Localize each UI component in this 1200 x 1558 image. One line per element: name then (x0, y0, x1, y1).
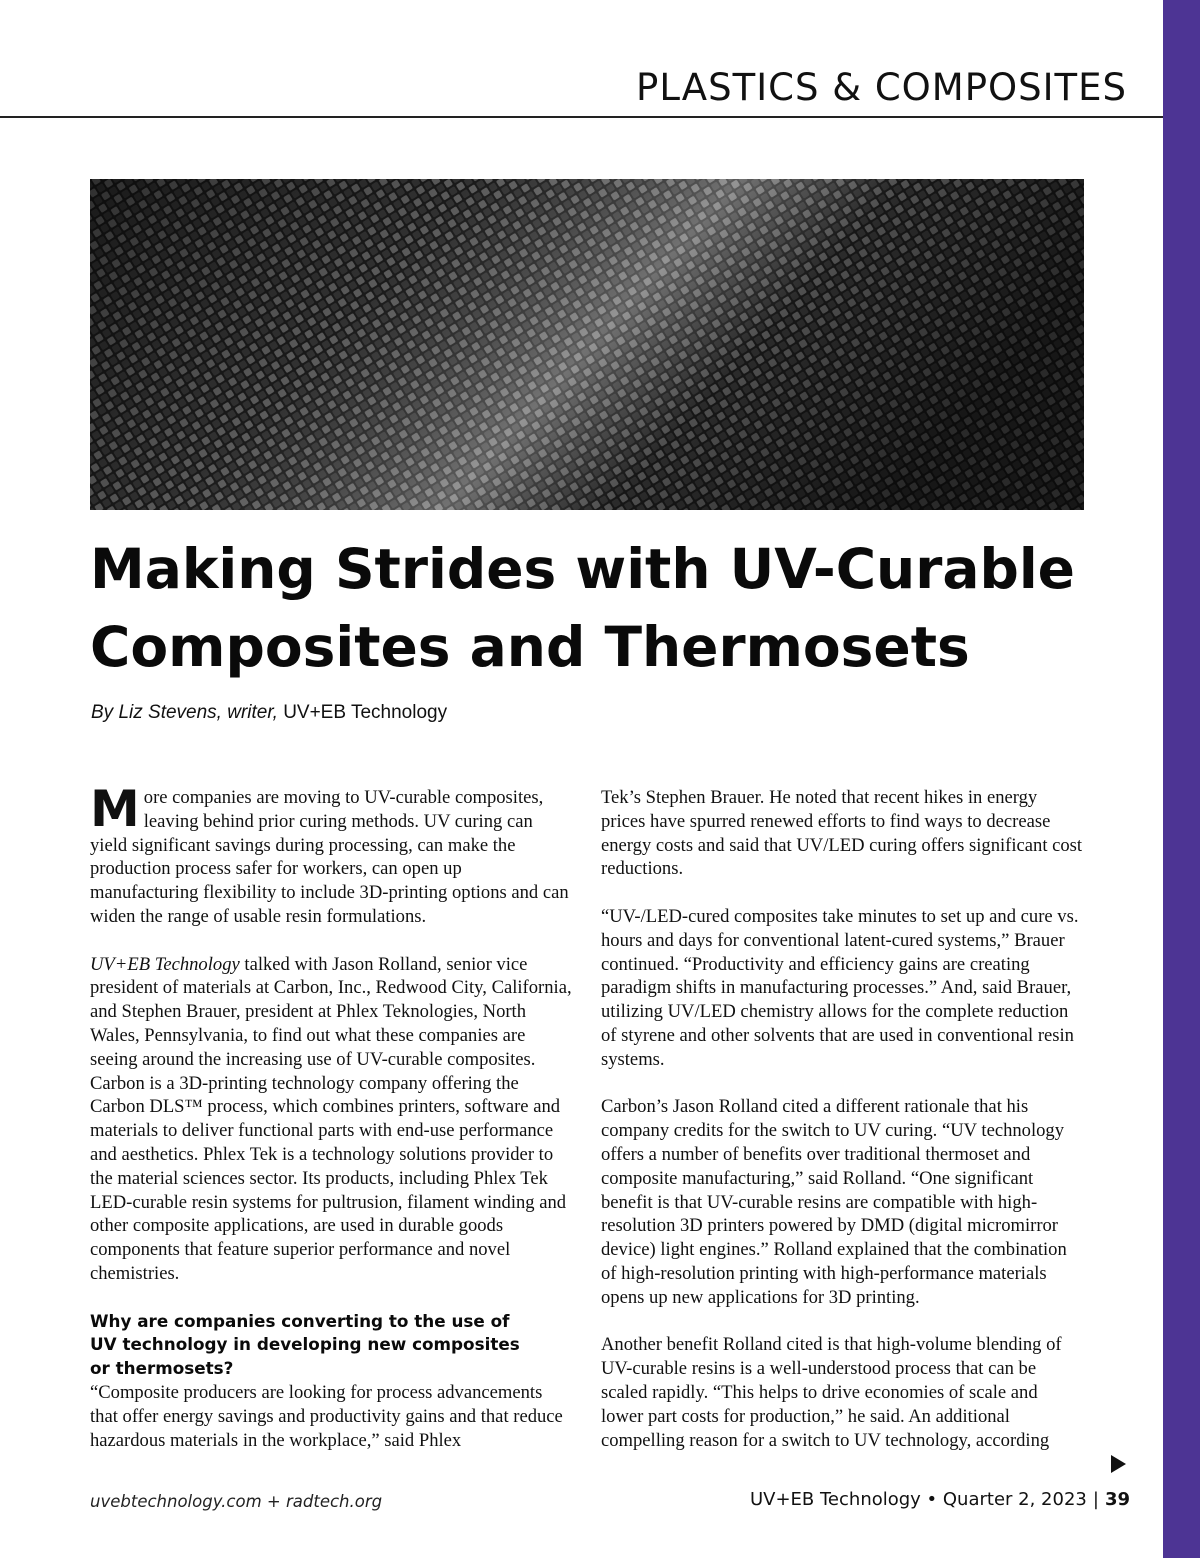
paragraph: Carbon’s Jason Rolland cited a different rationale that his company credits for the switch to UV curing. “UV technology offers a number of benefits over traditional thermoset and composite manufacturing,” said Rolland. “One significant benefit is that UV-curable resins are compatible with high-resolution 3D printers powered by DMD (digital micromirror device) light engines.” Rolland explained that the combination of high-resolution printing with high-performance materials opens up new applications for 3D printing. (601, 1096, 1067, 1308)
paragraph: “Composite producers are looking for process advancements that offer energy savings and productivity gains and that reduce hazardous materials in the workplace,” said Phlex (90, 1381, 563, 1451)
footer-websites: uvebtechnology.com + radtech.org (90, 1492, 383, 1511)
footer-separator: | (1092, 1489, 1099, 1510)
paragraph: Another benefit Rolland cited is that high-volume blending of UV-curable resins is a well-understood process that can be scaled rapidly. “This helps to drive economies of scale and lower part costs for production,” he said. An additional compelling reason for a switch to UV technology, according (601, 1334, 1062, 1451)
article-column-right (601, 786, 1083, 1452)
hero-image (90, 179, 1084, 510)
paragraph: “UV-/LED-cured composites take minutes to set up and cure vs. hours and days for conventional latent-cured systems,” Brauer continued. “Productivity and efficiency gains are creating paradigm shifts in manufacturing processes.” And, said Brauer, utilizing UV/LED chemistry allows for the complete reduction of styrene and other solvents that are used in conventional resin systems. (601, 905, 1079, 1070)
page-number: 39 (1104, 1489, 1130, 1510)
article-column-left (90, 780, 572, 1452)
subheading: Why are companies converting to the use of UV technology in developing new composites or thermosets? (90, 1310, 520, 1379)
byline-publication: UV+EB Technology (283, 702, 448, 723)
byline-author: By Liz Stevens, writer, (91, 702, 278, 723)
publication-name: UV+EB Technology (90, 953, 240, 975)
paragraph: Tek’s Stephen Brauer. He noted that recent hikes in energy prices have spurred renewed efforts to find ways to decrease energy costs and said that UV/LED curing offers significant cost reductions. (601, 787, 1083, 880)
paragraph: UV+EB Technology talked with Jason Rolland, senior vice president of materials at Carbon, Inc., Redwood City, California, and Stephen Brauer, president at Phlex Teknologies, North Wales, Pennsylvania, to find out what these companies are seeing around the increasing use of UV-curable composites. Carbon is a 3D-printing technology company offering the Carbon DLS™ process, which combines printers, software and materials to deliver functional parts with end-use performance and aesthetics. Phlex Tek is a technology solutions provider to the material sciences sector. Its products, including Phlex Tek LED-curable resin systems for pultrusion, filament winding and other composite applications, are used in durable goods components that feature superior performance and novel chemistries. (90, 953, 572, 1284)
paragraph: More companies are moving to UV-curable composites, leaving behind prior curing methods. UV curing can yield significant savings during processing, can make the production process safer for workers, can open up manufacturing flexibility to include 3D-printing options and can widen the range of usable resin formulations. (90, 780, 569, 927)
footer-publication: UV+EB Technology • Quarter 2, 2023 (749, 1489, 1087, 1510)
article-title: Making Strides with UV-Curable Composites and Thermosets (90, 537, 1075, 679)
footer-publication-info (750, 1489, 1130, 1510)
triangle-right-icon (1111, 1455, 1126, 1473)
section-header: PLASTICS & COMPOSITES (636, 66, 1127, 109)
drop-cap: M (90, 780, 140, 838)
header-rule (0, 116, 1163, 118)
side-color-bar (1163, 0, 1200, 1558)
byline (91, 702, 447, 724)
